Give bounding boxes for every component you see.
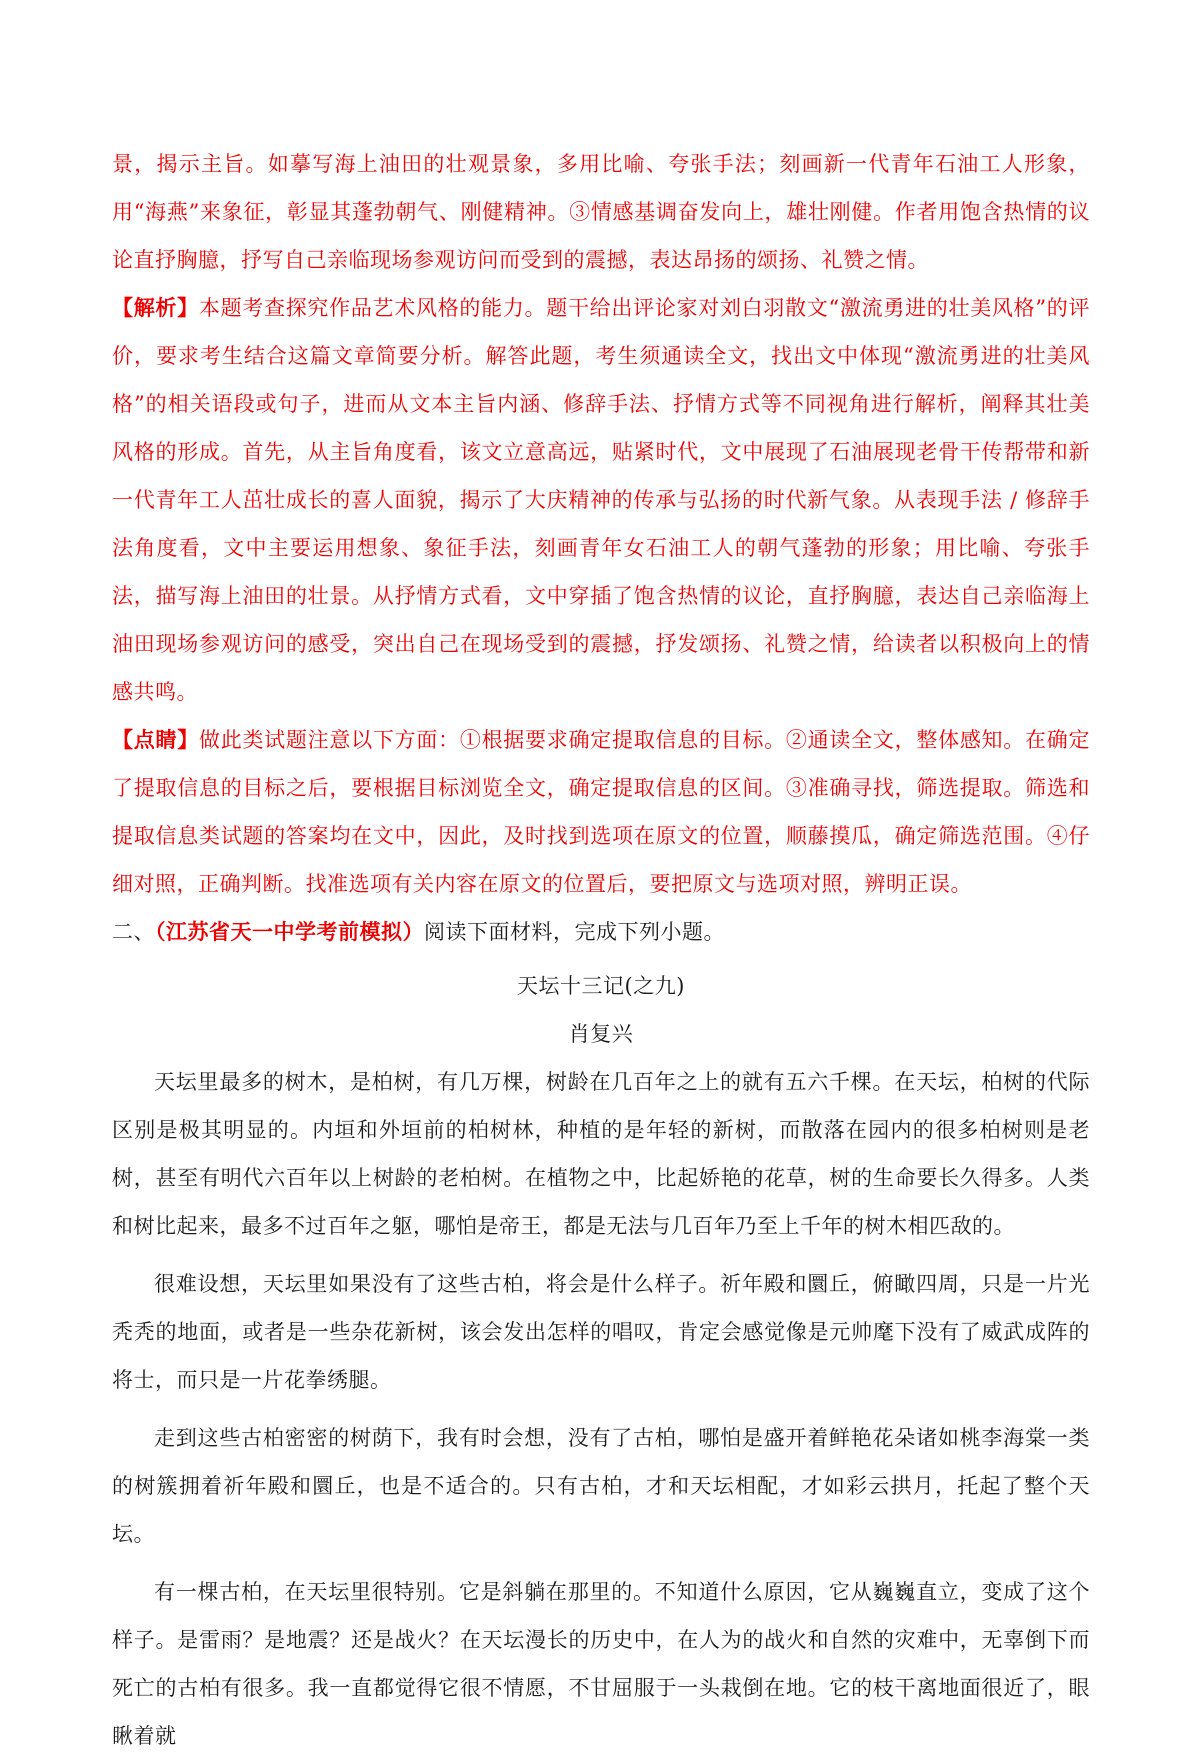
answer-text: 景，揭示主旨。如摹写海上油田的壮观景象，多用比喻、夸张手法；刻画新一代青年石油工人形象，用“海燕”来象征，彰显其蓬勃朝气、刚健精神。③情感基调奋发向上，雄壮刚健。作者用饱含热情的议论直抒胸臆，抒写自己亲临现场参观访问而受到的震撼，表达昂扬的颂扬、礼赞之情。 — [112, 152, 1090, 272]
section-source: （江苏省天一中学考前模拟） — [155, 919, 424, 944]
section-number: 二、 — [112, 920, 155, 944]
analysis-label: 【解析】 — [112, 295, 199, 320]
section-heading — [112, 908, 1090, 956]
tip-label: 【点睛】 — [112, 727, 199, 752]
article-paragraph-1: 天坛里最多的树木，是柏树，有几万棵，树龄在几百年之上的就有五六千棵。在天坛，柏树的代际区别是极其明显的。内垣和外垣前的柏树林，种植的是年轻的新树，而散落在园内的很多柏树则是老树，甚至有明代六百年以上树龄的老柏树。在植物之中，比起娇艳的花草，树的生命要长久得多。人类和树比起来，最多不过百年之躯，哪怕是帝王，都是无法与几百年乃至上千年的树木相匹敌的。 — [112, 1070, 1090, 1238]
article-title: 天坛十三记(之九) — [517, 974, 685, 998]
article-paragraph-3: 走到这些古柏密密的树荫下，我有时会想，没有了古柏，哪怕是盛开着鲜艳花朵诸如桃李海棠一类的树簇拥着祈年殿和圜丘，也是不适合的。只有古柏，才和天坛相配，才如彩云拱月，托起了整个天坛。 — [112, 1426, 1090, 1546]
article-paragraph-2: 很难设想，天坛里如果没有了这些古柏，将会是什么样子。祈年殿和圜丘，俯瞰四周，只是一片光秃秃的地面，或者是一些杂花新树，该会发出怎样的唱叹，肯定会感觉像是元帅麾下没有了威武成阵的将士，而只是一片花拳绣腿。 — [112, 1272, 1090, 1392]
article-author: 肖复兴 — [568, 1022, 634, 1046]
analysis-text: 本题考查探究作品艺术风格的能力。题干给出评论家对刘白羽散文“激流勇进的壮美风格”的评价，要求考生结合这篇文章简要分析。解答此题，考生须通读全文，找出文中体现“激流勇进的壮美风格”的相关语段或句子，进而从文本主旨内涵、修辞手法、抒情方式等不同视角进行解析，阐释其壮美风格的形成。首先，从主旨角度看，该文立意高远，贴紧时代，文中展现了石油展现老骨干传帮带和新一代青年工人茁壮成长的喜人面貌，揭示了大庆精神的传承与弘扬的时代新气象。从表现手法 / 修辞手法角度看，文中主要运用想象、象征手法，刻画青年女石油工人的朝气蓬勃的形象；用比喻、夸张手法，描写海上油田的壮景。从抒情方式看，文中穿插了饱含热情的议论，直抒胸臆，表达自己亲临海上油田现场参观访问的感受，突出自己在现场受到的震撼，抒发颂扬、礼赞之情，给读者以积极向上的情感共鸣。 — [112, 296, 1091, 704]
section-instruction: 阅读下面材料，完成下列小题。 — [424, 920, 725, 944]
page-content — [112, 140, 1090, 1760]
tip-text: 做此类试题注意以下方面：①根据要求确定提取信息的目标。②通读全文，整体感知。在确定了提取信息的目标之后，要根据目标浏览全文，确定提取信息的区间。③准确寻找，筛选提取。筛选和提取信息类试题的答案均在文中，因此，及时找到选项在原文的位置，顺藤摸瓜，确定筛选范围。④仔细对照，正确判断。找准选项有关内容在原文的位置后，要把原文与选项对照，辨明正误。 — [112, 728, 1091, 896]
article-paragraph-4: 有一棵古柏，在天坛里很特别。它是斜躺在那里的。不知道什么原因，它从巍巍直立，变成了这个样子。是雷雨？是地震？还是战火？在天坛漫长的历史中，在人为的战火和自然的灾难中，无辜倒下而死亡的古柏有很多。我一直都觉得它很不情愿，不甘屈服于一头栽倒在地。它的枝干离地面很近了，眼瞅着就 — [112, 1580, 1090, 1748]
tip-paragraph — [112, 716, 1090, 908]
analysis-paragraph — [112, 284, 1090, 716]
